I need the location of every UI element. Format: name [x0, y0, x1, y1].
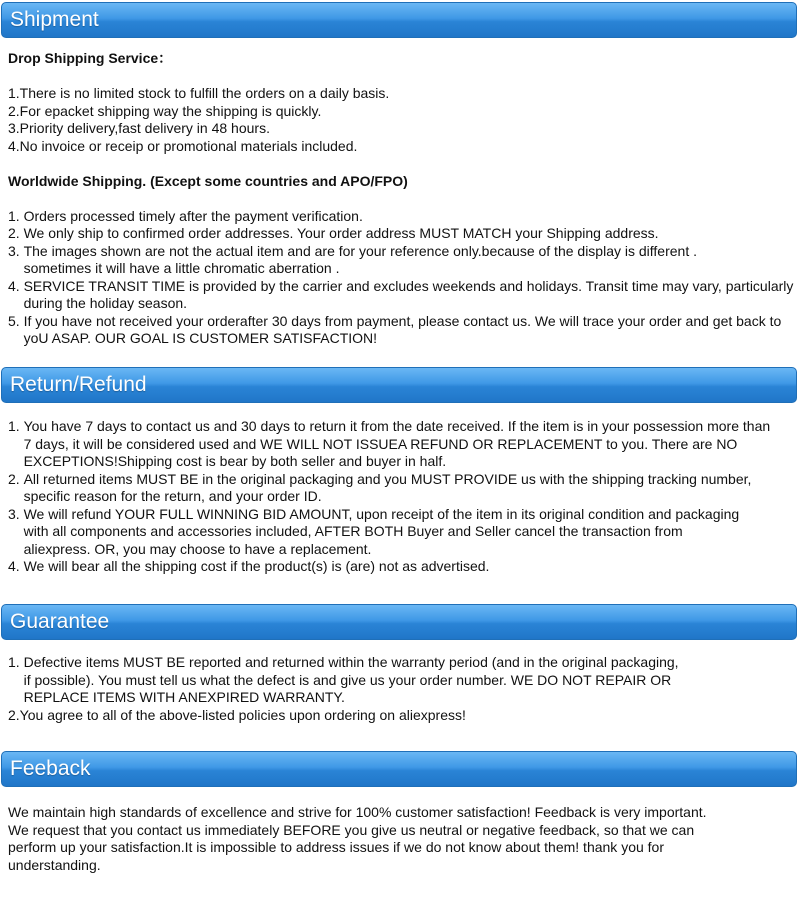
item-number: 3. — [8, 242, 24, 259]
item-text: We only ship to confirmed order addresses. Your order address MUST MATCH your Shipping address. — [23, 225, 659, 241]
shipment-section — [8, 50, 794, 348]
drop-item: 1.There is no limited stock to fulfill the orders on a daily basis. — [8, 85, 390, 101]
feedback-line: We maintain high standards of excellence and strive for 100% customer satisfaction! Feedback is very important. — [8, 804, 707, 820]
refund-section — [8, 418, 778, 576]
refund-item — [8, 418, 778, 471]
item-number: 4. — [8, 277, 24, 294]
item-text: All returned items MUST BE in the original packaging and you MUST PROVIDE us with the shipping tracking number, specific reason for the return, and your order ID. — [23, 470, 752, 504]
feedback-banner — [1, 751, 797, 787]
item-number: 1. — [8, 207, 24, 224]
worldwide-item — [8, 313, 794, 348]
worldwide-item — [8, 243, 768, 278]
drop-shipping-heading: Drop Shipping Service： — [8, 50, 173, 66]
refund-item — [8, 558, 778, 576]
feedback-title: Feeback — [10, 757, 91, 780]
refund-banner — [1, 367, 797, 403]
item-number: 2. — [8, 225, 24, 241]
feedback-line: We request that you contact us immediately BEFORE you give us neutral or negative feedback, so that we can — [8, 821, 695, 838]
drop-item: 4.No invoice or receip or promotional materials included. — [8, 137, 358, 154]
feedback-line: understanding. — [8, 856, 101, 873]
item-text: The images shown are not the actual item and are for your reference only.because of the display is different . sometimes it will have a little chromatic aberration . — [23, 242, 697, 276]
guarantee-line: REPLACE ITEMS WITH ANEXPIRED WARRANTY. — [23, 689, 345, 705]
drop-item: 2.For epacket shipping way the shipping is quickly. — [8, 102, 322, 119]
item-number: 5. — [8, 312, 24, 329]
refund-title: Return/Refund — [10, 373, 147, 396]
worldwide-item — [8, 278, 794, 313]
refund-item — [8, 471, 778, 506]
item-text: We will bear all the shipping cost if the product(s) is (are) not as advertised. — [23, 558, 490, 574]
guarantee-item: 2.You agree to all of the above-listed policies upon ordering on aliexpress! — [8, 706, 466, 723]
item-number: 4. — [8, 558, 24, 574]
item-number: 1. — [8, 654, 24, 670]
worldwide-item — [8, 225, 794, 243]
shipment-banner — [1, 2, 797, 38]
item-number: 3. — [8, 505, 24, 522]
item-number: 2. — [8, 470, 24, 487]
feedback-line: perform up your satisfaction.It is impossible to address issues if we do not know about them! thank you for — [8, 839, 664, 855]
worldwide-item — [8, 208, 794, 226]
shipment-title: Shipment — [10, 8, 99, 31]
guarantee-section — [8, 654, 794, 724]
item-text: We will refund YOUR FULL WINNING BID AMOUNT, upon receipt of the item in its original condition and packaging with all components and accessories included, AFTER BOTH Buyer and Seller cancel the transaction from aliexpress. OR, you may choose to have a replacement. — [23, 505, 740, 557]
guarantee-line: if possible). You must tell us what the defect is and give us your order number. WE DO NOT REPAIR OR — [23, 671, 672, 688]
guarantee-title: Guarantee — [10, 610, 110, 633]
refund-item — [8, 506, 753, 559]
guarantee-item — [8, 654, 794, 707]
guarantee-line: Defective items MUST BE reported and returned within the warranty period (and in the original packaging, — [23, 654, 679, 670]
guarantee-banner — [1, 604, 797, 640]
feedback-section — [8, 804, 794, 874]
item-text: You have 7 days to contact us and 30 days to return it from the date received. If the item is in your possession more than 7 days, it will be considered used and WE WILL NOT ISSUEA REFUND OR REPLACEMENT to you. There are NO EXCEPTIONS!Shipping cost is bear by both seller and buyer in half. — [23, 418, 771, 469]
drop-item: 3.Priority delivery,fast delivery in 48 hours. — [8, 120, 270, 136]
worldwide-shipping-heading: Worldwide Shipping. (Except some countries and APO/FPO) — [8, 172, 408, 189]
item-text: If you have not received your orderafter 30 days from payment, please contact us. We will trace your order and get back to yoU ASAP. OUR GOAL IS CUSTOMER SATISFACTION! — [23, 312, 782, 346]
item-text: Orders processed timely after the payment verification. — [23, 207, 363, 224]
item-text: SERVICE TRANSIT TIME is provided by the carrier and excludes weekends and holidays. Transit time may vary, particularly during the holiday season. — [23, 277, 794, 311]
item-number: 1. — [8, 418, 24, 434]
